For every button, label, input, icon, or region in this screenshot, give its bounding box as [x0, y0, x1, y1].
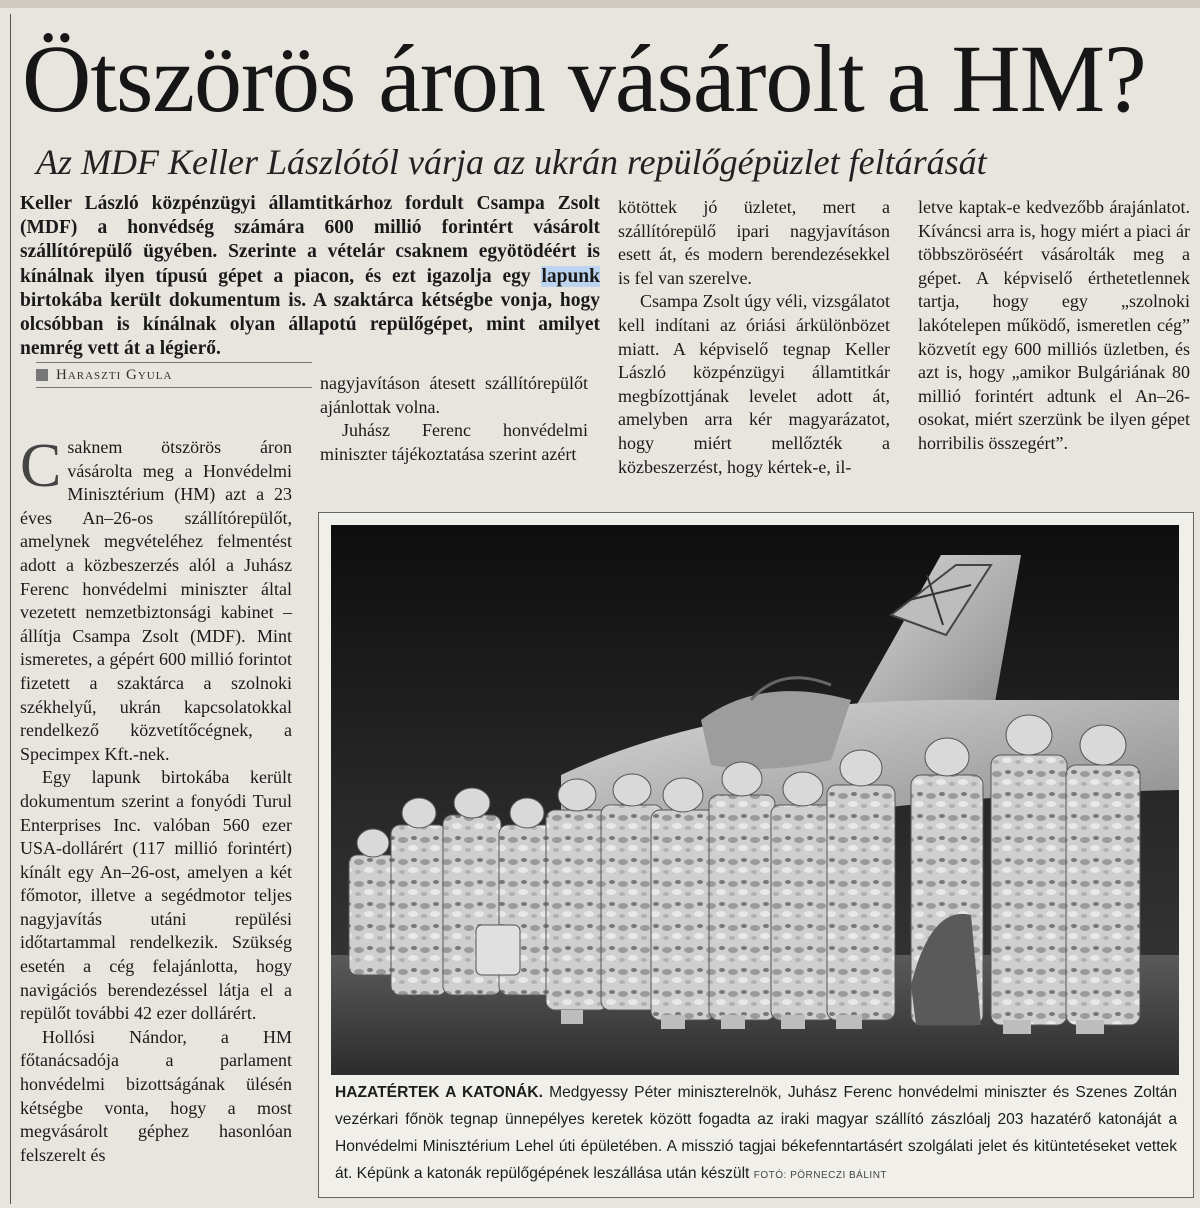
- headline: Ötszörös áron vásárolt a HM?: [22, 25, 1146, 132]
- article-column-4: [918, 196, 1190, 456]
- body-paragraph-8: letve kaptak-e kedvezőbb árajánlatot. Kíváncsi arra is, hogy miért a piaci ár többszöröséért vásárolták meg a gépet. A képviselő érthetetlennek tartja, hogy egy „szolnoki lakótelepen működő, ismeretlen cég” közvetít egy 600 milliós üzletben, és azt is, hogy „amikor Bulgáriának 80 millió forintért adtunk el An–26-osokat, miért szerzünk be ilyen gépet horribilis összegért”.: [918, 197, 1190, 453]
- body-paragraph-1-text: saknem ötszörös áron vásárolta meg a Honvédelmi Minisztérium (HM) azt a 23 éves An–26-os szállítórepülőt, amelynek megvételéhez felmentést adott a közbeszerzés alól a Juhász Ferenc honvédelmi miniszter által vezetett nemzetbiztonsági kabinet – állítja Csampa Zsolt (MDF). Mint ismeretes, a gépért 600 millió forintot fizetett a szaktárca a szolnoki székhelyű, ukrán kapcsolatokkal rendelkező közvetítőcégnek, a Specimpex Kft.-nek.: [20, 437, 292, 764]
- body-paragraph-6: kötöttek jó üzletet, mert a szállítórepülő ipari nagyjavításon esett át, és modern berendezésekkel is fel van szerelve.: [618, 197, 890, 288]
- subheadline: Az MDF Keller Lászlótól várja az ukrán repülőgépüzlet feltárását: [36, 142, 987, 182]
- caption-text: Medgyessy Péter miniszterelnök, Juhász Ferenc honvédelmi miniszter és Szenes Zoltán vezérkari főnök tegnap ünnepélyes keretek között fogadta az iraki magyar szállító zászlóalj 203 hazatérő katonáját a Honvédelmi Minisztérium Lehel úti épületében. A misszió tagjai békefenntartásért szolgálati jelet és kitüntetéseket vettek át. Képünk a katonák repülőgépének leszállása után készült: [335, 1084, 1177, 1182]
- photo-caption: [335, 1079, 1177, 1189]
- article-column-2: [320, 372, 588, 466]
- article-column-3: [618, 196, 890, 479]
- body-paragraph-7: Csampa Zsolt úgy véli, vizsgálatot kell indítani az óriási árkülönbözet miatt. A képviselő tegnap Keller László közpénzügyi államtitkár megbízottjának levelet adott át, amelyben arra kér magyarázatot, hogy miért mellőzték a közbeszerzést, hogy kértek-e, il-: [618, 291, 890, 477]
- photo-credit: FOTÓ: PÖRNECZI BÁLINT: [753, 1170, 888, 1181]
- left-column-rule: [10, 14, 11, 1204]
- body-paragraph-2: Egy lapunk birtokába került dokumentum szerint a fonyódi Turul Enterprises Inc. valóban 560 ezer USA-dollárért (117 millió forintért) kínált egy An–26-ost, amelyen a két főmotor, illetve a segédmotor teljes nagyjavítás utáni repülési időtartammal rendelkezik. Szükség esetén a cég felajánlotta, hogy navigációs berendezéssel látja el a repülőt további 42 ezer dollárért.: [20, 767, 292, 1024]
- body-paragraph-4: nagyjavításon átesett szállítórepülőt ajánlottak volna.: [320, 373, 588, 417]
- lead-text-after: birtokába került dokumentum is. A szaktárca kétségbe vonja, hogy olcsóbban is kínálnak olyan állapotú repülőgépet, mint amilyet nemrég vett át a légierő.: [20, 289, 600, 360]
- drop-cap: C: [20, 432, 62, 500]
- top-border: [0, 0, 1200, 8]
- soldiers-airplane-photo: [331, 525, 1179, 1075]
- lead-paragraph: [20, 192, 600, 361]
- author-byline: Haraszti Gyula: [36, 362, 312, 388]
- photo-frame: [318, 512, 1194, 1198]
- caption-title: HAZATÉRTEK A KATONÁK.: [335, 1084, 543, 1101]
- lead-text-before: Keller László közpénzügyi államtitkárhoz fordult Csampa Zsolt (MDF) a honvédség számára 600 millió forintért vásárolt szállítórepülő ügyében. Szerinte a vételár csaknem egyötödéért is kínálnak ilyen típusú gépet a piacon, és ezt igazolja egy: [20, 193, 600, 287]
- lead-highlighted-word: lapunk: [541, 265, 600, 287]
- article-column-1: [20, 432, 292, 1167]
- body-paragraph-1: [20, 432, 292, 766]
- body-paragraph-5: Juhász Ferenc honvédelmi miniszter tájékoztatása szerint azért: [320, 420, 588, 464]
- body-paragraph-3: Hollósi Nándor, a HM főtanácsadója a parlament honvédelmi bizottságának ülésén kétségbe vonta, hogy a most megvásárolt géphez hasonlóan felszerelt és: [20, 1026, 292, 1165]
